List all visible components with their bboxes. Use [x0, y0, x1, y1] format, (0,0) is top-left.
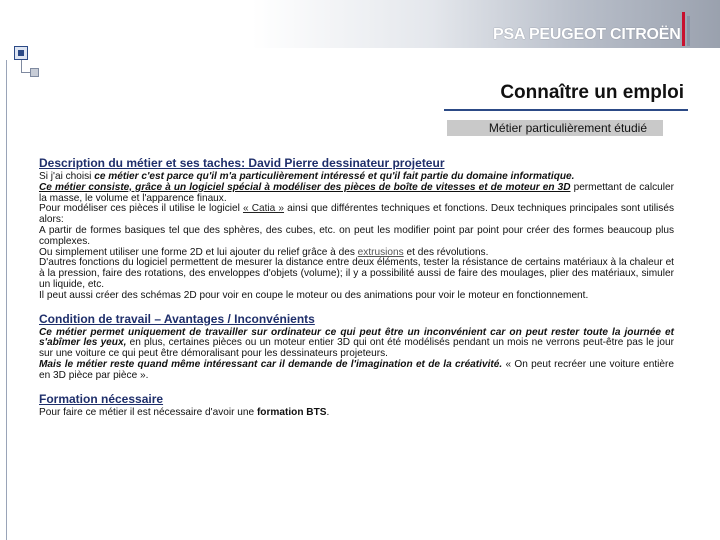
text: Si j'ai choisi [39, 171, 95, 182]
text: . [326, 406, 330, 418]
emphasis: Mais le métier reste quand même intéressant car il demande de l'imagination et de la créativité. [39, 358, 503, 370]
paragraph [39, 360, 674, 382]
text: et des révolutions. [403, 246, 489, 258]
emphasis: Ce métier consiste, grâce à un logiciel spécial à modéliser des pièces de boîte de vitesses et de moteur en 3D [39, 181, 571, 193]
heading-person: David Pierre dessinateur projeteur [245, 156, 445, 170]
paragraph [39, 328, 674, 360]
text: Pour modéliser ces pièces il utilise le logiciel [39, 203, 243, 215]
text: « On peut recréer une voiture entière en 3D pièce par pièce ». [39, 358, 674, 381]
paragraph: Il peut aussi créer des schémas 2D pour voir en coupe le moteur ou des animations pour voir le moteur en fonctionnement. [39, 289, 589, 301]
text: en plus, certaines pièces ou un moteur entier 3D qui ont été modélisés pendant un mois ne verrons peut-être pas le jour sur une voiture ce qui peut être démoralisant pour les dessinateurs projeteurs. [39, 337, 674, 360]
text: ainsi que différentes techniques et fonctions. Deux techniques principales sont utilisés alors: [39, 203, 674, 226]
section-heading-description [39, 156, 674, 170]
text: permettant de calculer la masse, le volume et l'apparence finaux. [39, 181, 674, 204]
paragraph [39, 408, 674, 419]
slide-nav-icon[interactable] [14, 46, 28, 60]
content-body [39, 156, 674, 418]
brand-logo: PSA PEUGEOT CITROËN [493, 26, 681, 43]
paragraph: D'autres fonctions du logiciel permettent de mesurer la distance entre deux éléments, tester la résistance de certains matériaux à la chaleur et à la pression, faire des rotations, des enveloppes d'objets (volume); il y a possibilité aussi de faire des moulages, plier des matériaux, simuler un liquide, etc. [39, 257, 674, 290]
slide-sub-icon[interactable] [30, 68, 39, 77]
text: Ou simplement utiliser une forme 2D et lui ajouter du relief grâce à des [39, 246, 358, 258]
paragraph [39, 204, 674, 226]
emphasis: ce métier c'est parce qu'il m'a particulièrement intéressé et qu'il fait partie du domaine informatique. [94, 171, 575, 182]
title-divider [444, 109, 688, 111]
page-subtitle [447, 120, 663, 136]
subtitle-text: Métier particulièrement étudié [488, 121, 647, 135]
text: Pour faire ce métier il est nécessaire d'avoir une [39, 406, 257, 418]
section-heading-training: Formation nécessaire [39, 391, 164, 406]
emphasis: Ce métier permet uniquement de travailler sur ordinateur ce qui peut être un inconvénient car on peut rester toute la journée et s'abîmer les yeux, [39, 326, 674, 349]
section-heading-conditions: Condition de travail – Avantages / Inconvénients [39, 311, 315, 326]
heading-text: Description du métier et ses taches: [39, 156, 246, 170]
brand-mark-icon [682, 12, 692, 46]
paragraph: A partir de formes basiques tel que des sphères, des cubes, etc. on peut les modifier point par point pour créer des formes beaucoup plus complexes. [39, 224, 674, 247]
emphasis: formation BTS [256, 406, 327, 418]
catia-link[interactable]: « Catia » [242, 203, 285, 215]
paragraph [39, 183, 674, 205]
page-title: Connaître un emploi [500, 82, 684, 103]
left-rule [6, 60, 7, 540]
extrusions-link[interactable]: extrusions [357, 246, 404, 258]
